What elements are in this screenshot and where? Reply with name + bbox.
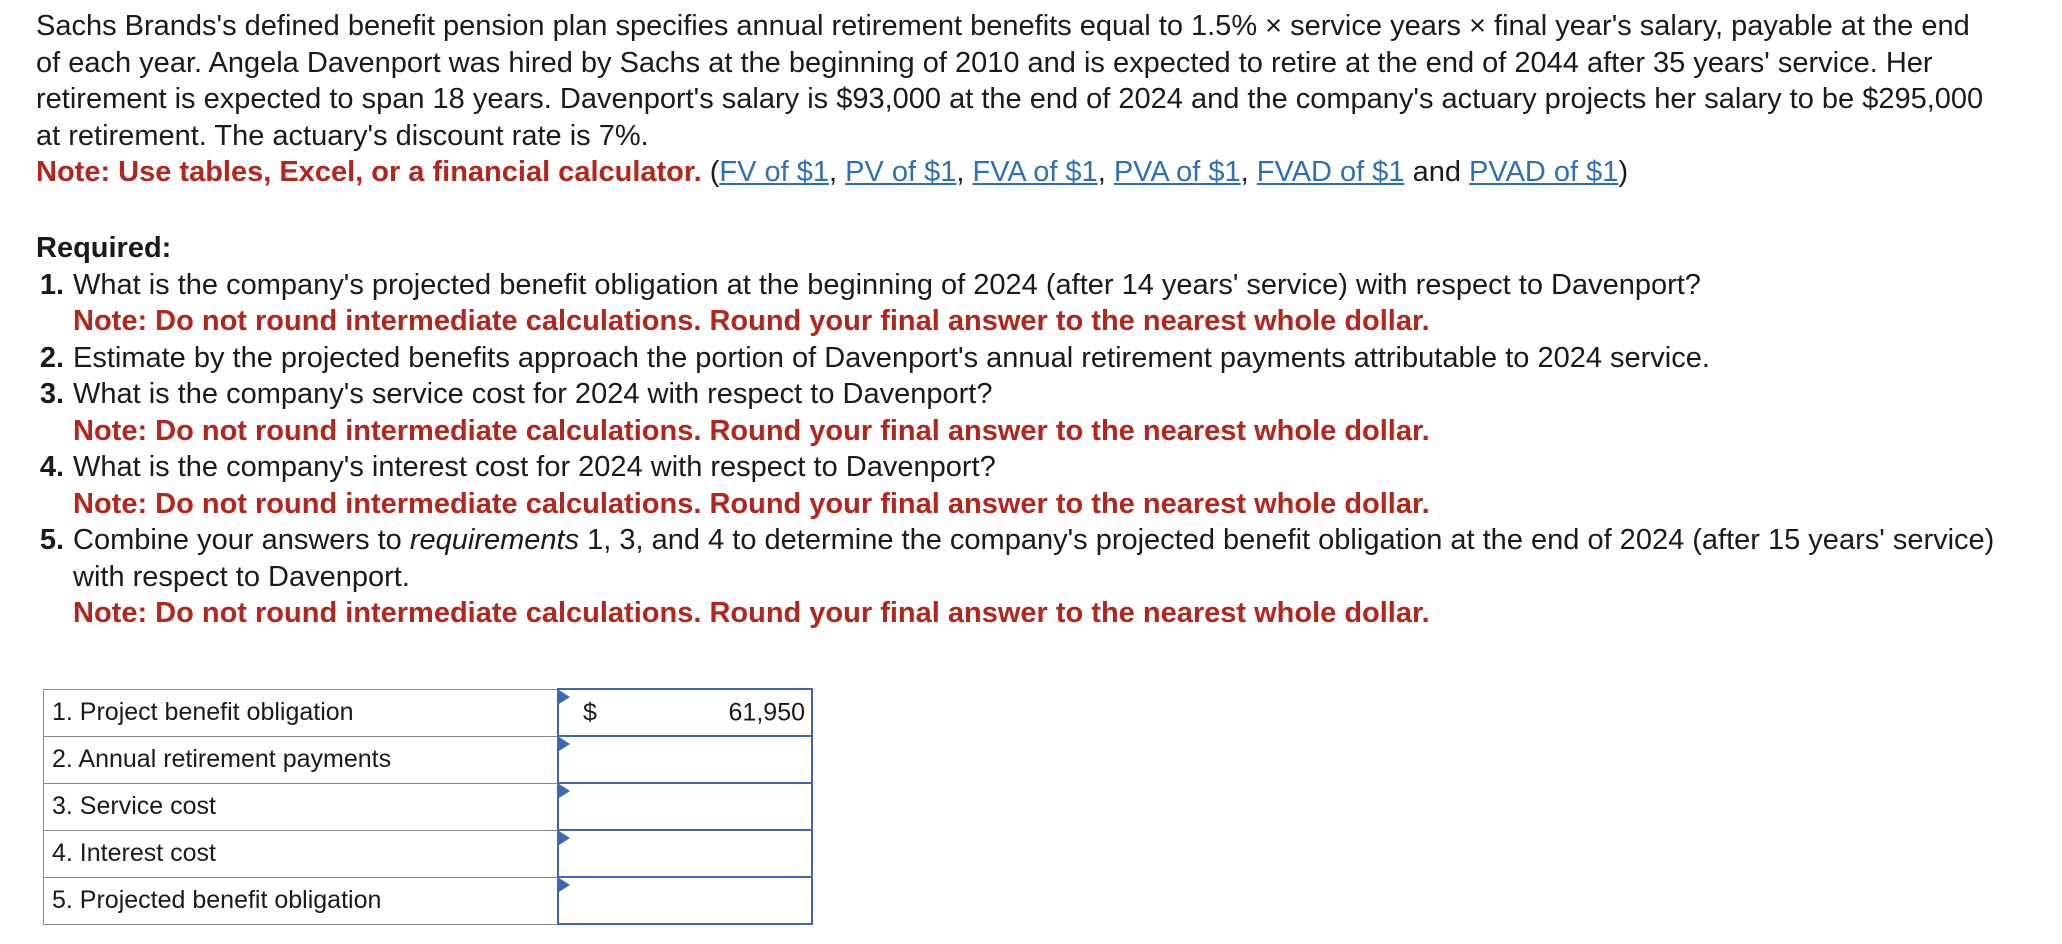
link-separator: , bbox=[828, 156, 846, 188]
answer-cell[interactable] bbox=[558, 830, 812, 877]
link-pv-of-1[interactable]: PV of $1 bbox=[845, 156, 957, 188]
answer-row bbox=[44, 877, 813, 924]
requirement-note: Note: Do not round intermediate calculations. Round your final answer to the nearest whole dollar. bbox=[73, 597, 1430, 629]
flag-icon bbox=[559, 690, 570, 704]
link-separator: , bbox=[1097, 156, 1114, 188]
problem-note bbox=[36, 154, 1996, 191]
answer-input-2[interactable] bbox=[605, 745, 805, 774]
answer-input-4[interactable] bbox=[605, 839, 805, 868]
required-title: Required: bbox=[36, 232, 172, 264]
currency-symbol: $ bbox=[583, 698, 597, 726]
flag-icon bbox=[559, 831, 570, 845]
answer-row bbox=[44, 783, 813, 830]
requirement-text-part: Combine your answers to bbox=[73, 524, 410, 556]
answer-input-1[interactable] bbox=[605, 698, 805, 727]
requirement-item bbox=[36, 267, 1996, 340]
requirement-text: Estimate by the projected benefits approach the portion of Davenport's annual retirement payments attributable to 2024 service. bbox=[73, 341, 1710, 374]
link-separator-and: and bbox=[1404, 156, 1470, 188]
requirement-text: What is the company's interest cost for 2024 with respect to Davenport? bbox=[73, 451, 996, 483]
answer-row bbox=[44, 689, 813, 736]
requirement-text-italic: requirements bbox=[409, 524, 580, 556]
requirement-number: 4. bbox=[39, 451, 64, 483]
problem-statement bbox=[36, 8, 1996, 191]
answer-input-5[interactable] bbox=[605, 886, 805, 915]
link-fv-of-1[interactable]: FV of $1 bbox=[719, 156, 829, 188]
answer-table bbox=[43, 688, 813, 925]
requirement-text: What is the company's projected benefit obligation at the beginning of 2024 (after 14 years' service) with respect to Davenport? bbox=[73, 268, 1701, 301]
link-separator: , bbox=[956, 156, 973, 188]
requirement-number: 3. bbox=[39, 378, 64, 410]
problem-text bbox=[36, 8, 1996, 154]
row-label-projected-benefit-obligation: 5. Projected benefit obligation bbox=[44, 877, 559, 924]
row-label-project-benefit-obligation: 1. Project benefit obligation bbox=[44, 689, 559, 736]
close-paren: ) bbox=[1618, 156, 1629, 188]
required-section bbox=[36, 230, 1996, 632]
flag-icon bbox=[559, 878, 570, 892]
flag-icon bbox=[559, 784, 570, 798]
answer-cell[interactable] bbox=[558, 689, 812, 736]
requirement-note: Note: Do not round intermediate calculations. Round your final answer to the nearest whole dollar. bbox=[73, 487, 1430, 520]
calculator-note: Note: Use tables, Excel, or a financial calculator. bbox=[36, 156, 702, 188]
answer-row bbox=[44, 736, 813, 783]
link-separator: , bbox=[1240, 156, 1257, 188]
requirement-item bbox=[36, 340, 1996, 377]
requirement-number: 1. bbox=[39, 268, 64, 301]
requirement-text-part: 1, 3, and 4 to determine the company's projected benefit obligation at the end of 2024 (after 15 years' service) with respect to Davenport. bbox=[73, 524, 1995, 593]
requirements-list bbox=[36, 267, 1996, 632]
flag-icon bbox=[559, 737, 570, 751]
link-fvad-of-1[interactable]: FVAD of $1 bbox=[1256, 156, 1405, 188]
requirement-number: 2. bbox=[39, 341, 64, 374]
requirement-item bbox=[36, 376, 1996, 449]
requirement-item bbox=[36, 449, 1996, 522]
requirement-text: What is the company's service cost for 2024 with respect to Davenport? bbox=[73, 378, 993, 410]
answer-row bbox=[44, 830, 813, 877]
requirement-text bbox=[73, 522, 1996, 595]
row-label-interest-cost: 4. Interest cost bbox=[44, 830, 559, 877]
requirement-item bbox=[36, 522, 1996, 632]
answer-cell[interactable] bbox=[558, 783, 812, 830]
answer-cell[interactable] bbox=[558, 877, 812, 924]
requirement-note: Note: Do not round intermediate calculations. Round your final answer to the nearest whole dollar. bbox=[73, 305, 1430, 337]
requirement-number: 5. bbox=[39, 524, 64, 556]
link-pva-of-1[interactable]: PVA of $1 bbox=[1113, 156, 1241, 188]
row-label-annual-retirement-payments: 2. Annual retirement payments bbox=[44, 736, 559, 783]
link-fva-of-1[interactable]: FVA of $1 bbox=[972, 156, 1098, 188]
open-paren: ( bbox=[701, 156, 720, 188]
answer-cell[interactable] bbox=[558, 736, 812, 783]
link-pvad-of-1[interactable]: PVAD of $1 bbox=[1469, 156, 1619, 188]
answer-input-3[interactable] bbox=[605, 792, 805, 821]
problem-body: Sachs Brands's defined benefit pension plan specifies annual retirement benefits equal to 1.5% × service years × final year's salary, payable at the end of each year. Angela Davenport was hired by Sachs at the beginning of 2010 and is expected to retire at the end of 2044 after 35 years' service. Her retirement is expected to span 18 years. Davenport's salary is $93,000 at the end of 2024 and the company's actuary projects her salary to be $295,000 at retirement. The actuary's discount rate is 7%. bbox=[36, 10, 1984, 152]
requirement-note: Note: Do not round intermediate calculations. Round your final answer to the nearest whole dollar. bbox=[73, 414, 1430, 447]
row-label-service-cost: 3. Service cost bbox=[44, 783, 559, 830]
